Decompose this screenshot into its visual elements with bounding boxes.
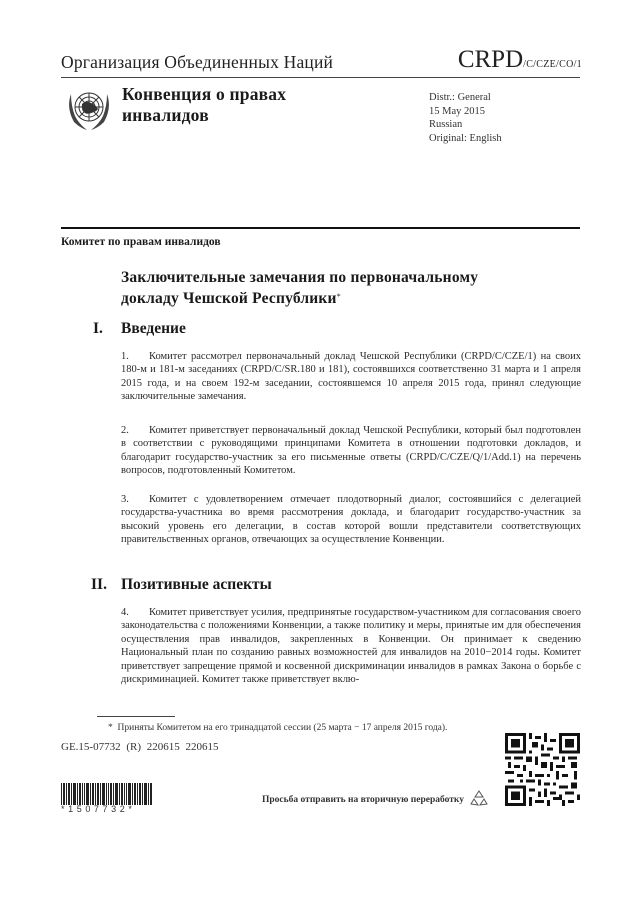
symbol-main: CRPD — [457, 46, 524, 73]
paragraph-number: 3. — [121, 494, 129, 505]
footnote — [108, 723, 447, 733]
document-symbol — [458, 46, 582, 74]
qr-code-icon — [505, 733, 580, 806]
barcode-number: *1507732* — [61, 804, 136, 814]
committee-name: Комитет по правам инвалидов — [61, 236, 221, 248]
paragraph-1 — [121, 350, 581, 404]
barcode-icon — [61, 783, 153, 805]
paragraph-number: 2. — [121, 425, 129, 436]
distribution-info — [429, 91, 502, 145]
paragraph-text: Комитет приветствует первоначальный доклад Чешской Республики, который был подготовлен в соответствии с руководящими принципами Комитета в отношении подготовки докладов, и благодарит государство-участник за его письменные ответы (CRPD/C/CZE/Q/1/Add.1) на перечень вопросов, подготовленный Комитетом. — [121, 425, 581, 477]
organization-name: Организация Объединенных Наций — [61, 52, 334, 72]
footnote-rule — [97, 716, 175, 717]
language-line: Russian — [429, 119, 463, 130]
paragraph-text: Комитет с удовлетворением отмечает плодотворный диалог, состоявшийся с делегацией государства-участника во время рассмотрения доклада, и благодарит государство-участник за высокий уровень его делегации, в состав которой вошли представители соответствующих правительственных органов, отвечающих за осуществление Конвенции. — [121, 494, 581, 546]
footnote-marker: * — [108, 723, 113, 733]
footnote-text: Приняты Комитетом на его тринадцатой сессии (25 марта − 17 апреля 2015 года). — [117, 723, 448, 733]
section-title: Введение — [121, 320, 186, 337]
paragraph-text: Комитет приветствует усилия, предпринятые государством-участником для согласования своего законодательства с положениями Конвенции, а также политику и меры, принятые им для обеспечения осуществления прав инвалидов, закрепленных в Конвенции. Он принимает к сведению Национальный план по созданию равных возможностей для инвалидов на 2010−2014 годы. Комитет приветствует запрещение прямой и косвенной дискриминации инвалидов в рамках Закона о борьбе с дискриминацией. Комитет также приветствует вклю- — [121, 607, 581, 686]
symbol-suffix: /C/CZE/CO/1 — [523, 59, 582, 70]
document-title-line1: Заключительные замечания по первоначальному — [121, 269, 479, 286]
convention-title — [122, 84, 286, 126]
section-title: Позитивные аспекты — [121, 576, 272, 593]
convention-title-line1: Конвенция о правах — [122, 84, 287, 104]
distr-line: Distr.: General — [429, 92, 491, 103]
section-heading-introduction — [93, 320, 493, 340]
paragraph-text: Комитет рассмотрел первоначальный доклад Чешской Республики (CRPD/C/CZE/1) на своих 180-м и 181-м заседаниях (CRPD/C/SR.180 и 181), состоявшихся соответственно 31 марта и 1 апреля 2015 года, и на своем 192-м заседании, состоявшемся 10 апреля 2015 года, принял следующие заключительные замечания. — [121, 351, 581, 403]
paragraph-number: 4. — [121, 607, 129, 618]
paragraph-3 — [121, 493, 581, 547]
document-title — [121, 268, 541, 308]
date-line: 15 May 2015 — [429, 105, 485, 117]
recycle-icon — [470, 789, 488, 807]
document-title-line2 — [121, 287, 541, 308]
section-number: II. — [91, 576, 107, 593]
title-rule — [61, 227, 580, 229]
section-number: I. — [93, 320, 103, 337]
job-number: GE.15-07732 (R) 220615 220615 — [61, 741, 219, 753]
un-emblem-icon — [63, 82, 115, 134]
recycle-notice: Просьба отправить на вторичную переработку — [262, 795, 464, 805]
header-rule — [61, 77, 580, 78]
paragraph-2 — [121, 424, 581, 478]
paragraph-number: 1. — [121, 351, 129, 362]
paragraph-4 — [121, 606, 581, 686]
original-line: Original: English — [429, 132, 502, 144]
document-title-line2-text: докладу Чешской Республики — [121, 290, 337, 307]
convention-title-line2: инвалидов — [122, 105, 209, 125]
section-heading-positive-aspects — [91, 576, 491, 596]
footnote-marker[interactable]: * — [336, 292, 341, 301]
